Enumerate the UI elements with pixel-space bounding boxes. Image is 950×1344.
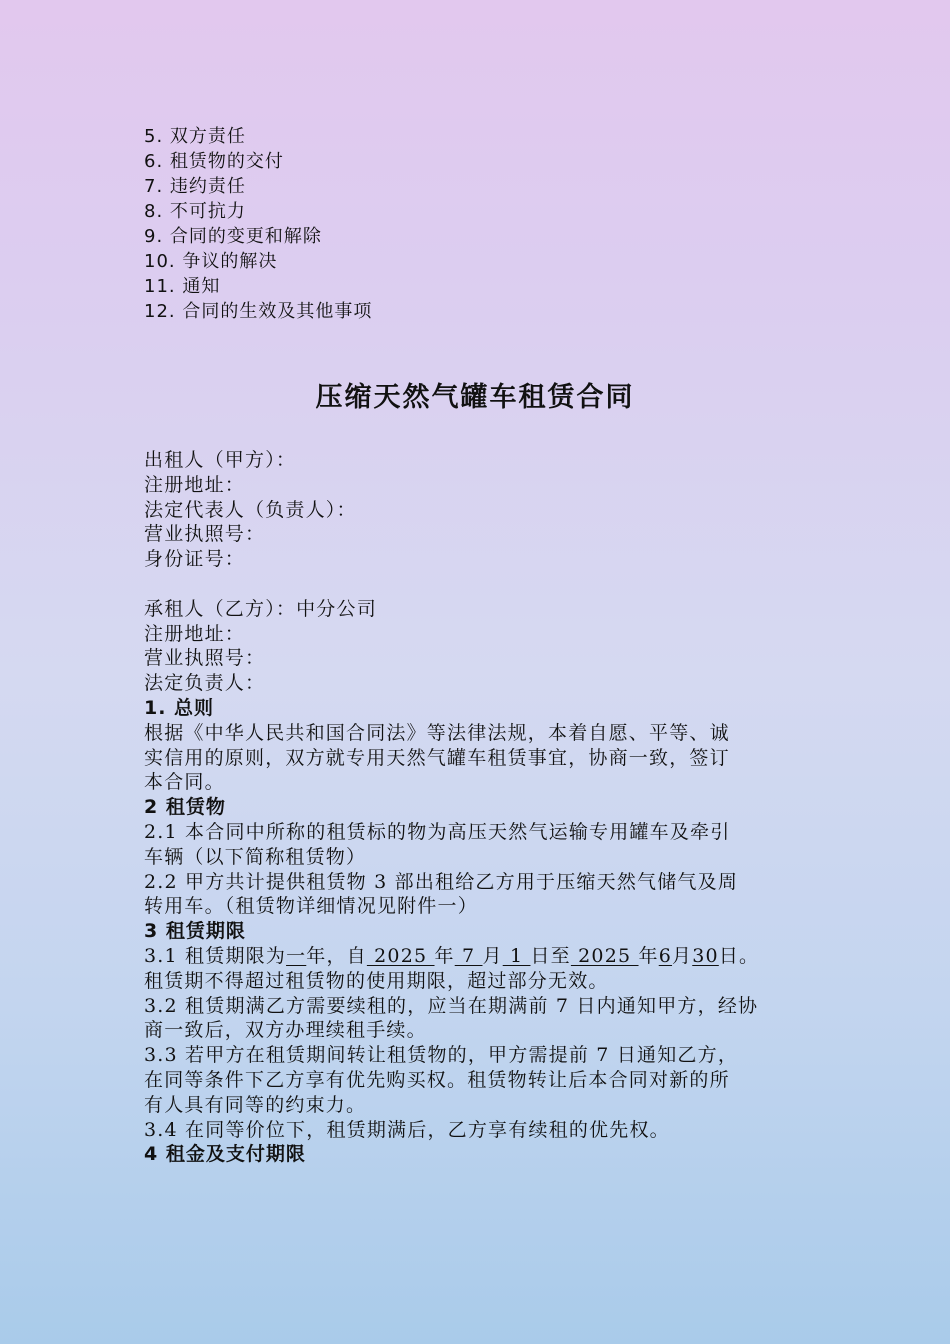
start-day: 1 xyxy=(502,944,531,967)
term-text: 月 xyxy=(482,944,503,967)
term-text: 日至 xyxy=(530,944,571,967)
lessee-line: 承租人（乙方）：中分公司 xyxy=(144,597,377,620)
toc-item: 5. 双方责任 xyxy=(144,126,246,147)
lessor-address: 注册地址： xyxy=(144,473,246,496)
spacer xyxy=(144,572,804,597)
end-month: 6 xyxy=(658,944,673,967)
section-heading: 4 租金及支付期限 xyxy=(144,1143,306,1166)
table-of-contents xyxy=(144,124,744,324)
paragraph-line: 3.3 若甲方在租赁期间转让租赁物的，甲方需提前 7 日通知乙方， xyxy=(144,1044,739,1067)
term-text: 月 xyxy=(672,944,693,967)
start-year: 2025 xyxy=(366,944,435,967)
paragraph-line: 有人具有同等的约束力。 xyxy=(144,1093,367,1116)
toc-item: 8. 不可抗力 xyxy=(144,201,246,222)
paragraph-line: 本合同。 xyxy=(144,771,225,794)
lessee-address: 注册地址： xyxy=(144,622,246,645)
section-heading: 2 租赁物 xyxy=(144,796,226,819)
paragraph-line: 3.4 在同等价位下，租赁期满后，乙方享有续租的优先权。 xyxy=(144,1118,670,1141)
term-text: 3.1 租赁期限为 xyxy=(144,944,287,967)
term-text: 年，自 xyxy=(306,944,367,967)
toc-item: 6. 租赁物的交付 xyxy=(144,151,284,172)
contract-body xyxy=(144,448,804,1167)
lessor-legal-rep: 法定代表人（负责人）： xyxy=(144,498,357,521)
term-text: 年 xyxy=(434,944,455,967)
paragraph-line: 2.1 本合同中所称的租赁标的物为高压天然气运输专用罐车及牵引 xyxy=(144,820,731,843)
paragraph-line: 转用车。（租赁物详细情况见附件一） xyxy=(144,895,478,918)
paragraph-line: 根据《中华人民共和国合同法》等法律法规，本着自愿、平等、诚 xyxy=(144,721,730,744)
lessee-legal-rep: 法定负责人： xyxy=(144,672,266,695)
term-text: 年 xyxy=(638,944,659,967)
term-period: 一 xyxy=(286,944,307,967)
paragraph-line: 在同等条件下乙方享有优先购买权。租赁物转让后本合同对新的所 xyxy=(144,1068,730,1091)
paragraph-line: 租赁期不得超过租赁物的使用期限，超过部分无效。 xyxy=(144,969,609,992)
start-month: 7 xyxy=(454,944,483,967)
section-heading: 3 租赁期限 xyxy=(144,920,246,943)
toc-item: 12. 合同的生效及其他事项 xyxy=(144,301,373,322)
paragraph-line: 3.2 租赁期满乙方需要续租的，应当在期满前 7 日内通知甲方，经协 xyxy=(144,994,759,1017)
paragraph-line: 实信用的原则，双方就专用天然气罐车租赁事宜，协商一致，签订 xyxy=(144,746,730,769)
toc-item: 7. 违约责任 xyxy=(144,176,246,197)
lease-term-line xyxy=(144,944,804,969)
paragraph-line: 商一致后，双方办理续租手续。 xyxy=(144,1019,427,1042)
end-day: 30 xyxy=(692,944,719,967)
lessor-license: 营业执照号： xyxy=(144,523,266,546)
paragraph-line: 车辆（以下简称租赁物） xyxy=(144,845,367,868)
contract-title: 压缩天然气罐车租赁合同 xyxy=(315,382,635,413)
toc-item: 10. 争议的解决 xyxy=(144,251,278,272)
lessee-license: 营业执照号： xyxy=(144,647,266,670)
end-year: 2025 xyxy=(570,944,639,967)
section-heading: 1. 总则 xyxy=(144,696,215,719)
toc-item: 9. 合同的变更和解除 xyxy=(144,226,322,247)
lessor-line: 出租人（甲方）： xyxy=(144,449,297,471)
toc-item: 11. 通知 xyxy=(144,276,221,297)
paragraph-line: 2.2 甲方共计提供租赁物 3 部出租给乙方用于压缩天然气储气及周 xyxy=(144,870,739,893)
term-text: 日。 xyxy=(718,944,760,967)
lessor-id: 身份证号： xyxy=(144,548,246,571)
